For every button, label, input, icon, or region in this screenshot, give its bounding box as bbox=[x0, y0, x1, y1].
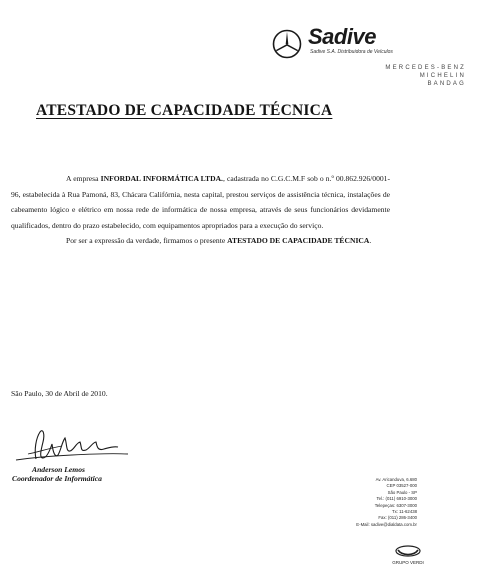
signatory-name: Anderson Lemos bbox=[32, 465, 85, 474]
paragraph-text: , cadastrada no C.G.C.M.F sob o n.º 00.862.926/0001-96, estabelecida à Rua Pamoná, 83, Chácara Califórnia, nesta capital, prestou serviços de assistência técnica, instalações de cabeamento lógico e elétrico em nossa rede de informática de nossa empresa, através de seus funcionários devidamente qualificados, dentro do prazo estabelecido, com equipamentos apropriados para a execução do serviço. bbox=[11, 174, 390, 230]
paragraph-text: A empresa bbox=[66, 174, 101, 183]
certificate-name: ATESTADO DE CAPACIDADE TÉCNICA bbox=[227, 236, 370, 245]
document-title: ATESTADO DE CAPACIDADE TÉCNICA bbox=[36, 102, 333, 119]
address-line: CEP 03527-000 bbox=[386, 483, 417, 489]
address-line: Telepeças: 6307-3000 bbox=[374, 502, 417, 508]
address-line: Tel.: (011) 6910-3000 bbox=[376, 496, 417, 502]
document-body bbox=[11, 171, 390, 249]
address-line: São Paulo - SP bbox=[387, 489, 417, 495]
brand-line: MICHELIN bbox=[419, 73, 466, 79]
body-paragraph bbox=[11, 233, 390, 249]
signatory-role: Coordenador de Informática bbox=[12, 474, 102, 483]
group-name: GRUPO VERDI bbox=[392, 560, 424, 565]
body-paragraph bbox=[11, 171, 390, 233]
represented-brands bbox=[385, 64, 466, 88]
group-logo-icon bbox=[388, 542, 428, 574]
address-line: Av. Aricanduva, 6.680 bbox=[375, 477, 417, 482]
company-name: INFORDAL INFORMÁTICA LTDA. bbox=[100, 174, 223, 183]
company-address bbox=[356, 477, 417, 528]
handwritten-signature bbox=[10, 428, 140, 468]
brand-logo-text: Sadive bbox=[308, 24, 376, 49]
brand-line: BANDAG bbox=[427, 81, 466, 87]
address-line: Fax: (011) 286-3400 bbox=[378, 515, 417, 521]
address-line: Tx: 11-62438 bbox=[391, 509, 417, 515]
brand-subtitle: Sadive S.A. Distribuidora de Veículos bbox=[310, 49, 393, 55]
brand-line: MERCEDES-BENZ bbox=[385, 65, 466, 71]
paragraph-text: . bbox=[369, 236, 372, 245]
date-line: São Paulo, 30 de Abril de 2010. bbox=[11, 389, 108, 398]
mercedes-star-icon bbox=[272, 29, 302, 59]
paragraph-text: Por ser a expressão da verdade, firmamos o presente bbox=[66, 236, 228, 245]
company-letterhead bbox=[272, 24, 472, 98]
address-line: E-Mail: sadive@dialdata.com.br bbox=[356, 521, 417, 527]
